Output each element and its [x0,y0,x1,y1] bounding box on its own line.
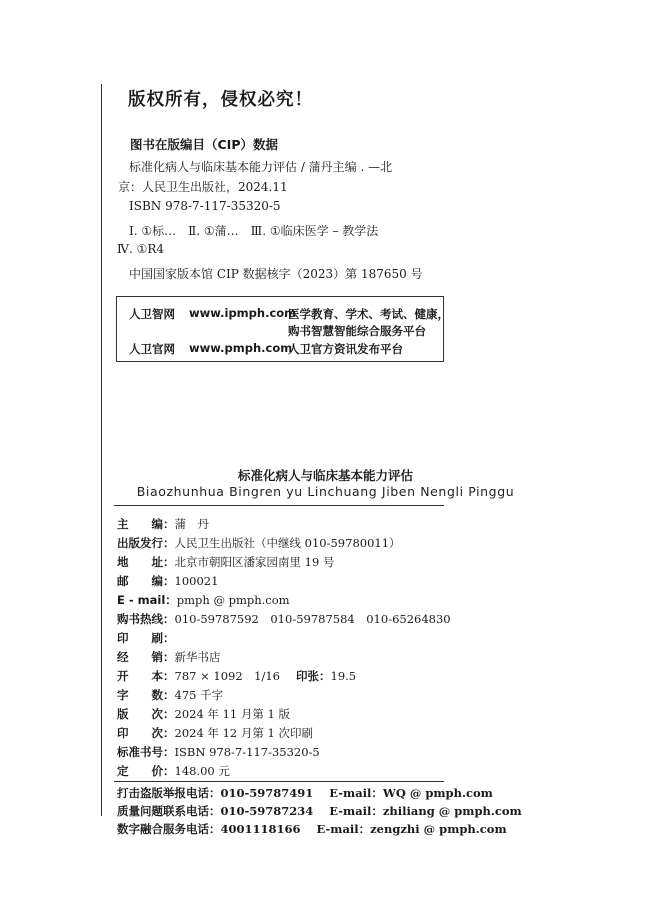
quality-email[interactable]: E-mail：zhiliang @ pmph.com [329,804,522,818]
copyright-notice: 版权所有，侵权必究！ [128,90,313,110]
piracy-email[interactable]: E-mail：WQ @ pmph.com [329,786,493,800]
isbn-row [117,744,320,760]
divider-bottom [114,781,444,782]
postcode-label: 邮 编： [117,574,175,588]
address-label: 地 址： [117,555,175,569]
words-value: 475 千字 [174,688,224,702]
printing-value: 2024 年 12 月第 1 次印刷 [174,726,313,740]
email-label: E - mail： [117,593,177,607]
site-1-name: 人卫智网 [129,307,175,321]
site-1-desc-a: 医学教育、学术、考试、健康， [288,307,449,321]
cip-line-2: 京：人民卫生出版社，2024.11 [118,180,288,194]
format-value: 787 × 1092 1/16 [174,669,280,683]
cip-classification-1: Ⅰ. ①标… Ⅱ. ①蒲… Ⅲ. ①临床医学 – 教学法 [129,224,379,238]
margin-rule [101,84,102,816]
digital-email[interactable]: E-mail：zengzhi @ pmph.com [316,822,507,836]
cip-isbn: ISBN 978-7-117-35320-5 [129,199,281,213]
cip-line-1: 标准化病人与临床基本能力评估 / 蒲丹主编 . —北 [129,160,393,174]
printer-row [117,630,175,646]
hotline-row [117,611,451,627]
cip-classification-2: Ⅳ. ①R4 [117,242,165,256]
site-2-name: 人卫官网 [129,342,175,356]
postcode-value: 100021 [174,574,219,588]
price-value: 148.00 元 [174,764,230,778]
email-value[interactable]: pmph @ pmph.com [176,593,290,607]
website-info-box [116,296,449,362]
digital-phone: 4001118166 [220,822,301,836]
cip-title: 图书在版编目（CIP）数据 [130,137,278,152]
editor-row [117,516,209,532]
piracy-phone: 010-59787491 [220,786,314,800]
publisher-label: 出版发行： [117,536,175,550]
printer-label: 印 刷： [117,631,175,645]
address-value: 北京市朝阳区潘家园南里 19 号 [174,555,335,569]
address-row [117,554,334,570]
cip-record-number: 中国国家版本馆 CIP 数据核字（2023）第 187650 号 [129,267,423,281]
words-row [117,687,223,703]
digital-label: 数字融合服务电话： [117,822,221,836]
quality-row [117,803,522,819]
sheets-label: 印张： [296,669,331,683]
price-label: 定 价： [117,764,175,778]
price-row [117,763,230,779]
edition-value: 2024 年 11 月第 1 版 [174,707,290,721]
site-1-desc-b: 购书智慧智能综合服务平台 [288,324,426,338]
digital-row [117,821,507,837]
editor-label: 主 编： [117,517,175,531]
publisher-value: 人民卫生出版社（中继线 010-59780011） [174,536,401,550]
quality-phone: 010-59787234 [220,804,314,818]
sheets-value: 19.5 [330,669,357,683]
book-title: 标准化病人与临床基本能力评估 [237,468,413,483]
isbn-label: 标准书号： [117,745,175,759]
printing-row [117,725,313,741]
edition-row [117,706,290,722]
book-title-pinyin: Biaozhunhua Bingren yu Linchuang Jiben Nengli Pinggu [136,484,515,499]
site-2-url[interactable]: www.pmph.com [189,341,293,355]
divider-top [114,505,444,506]
hotline-label: 购书热线： [117,612,175,626]
piracy-row [117,785,493,801]
words-label: 字 数： [117,688,175,702]
publisher-row [117,535,401,551]
postcode-row [117,573,218,589]
email-row [117,592,290,608]
distributor-value: 新华书店 [174,650,221,664]
format-label: 开 本： [117,669,175,683]
printing-label: 印 次： [117,726,175,740]
site-2-desc: 人卫官方资讯发布平台 [288,342,403,356]
hotline-value: 010-59787592 010-59787584 010-65264830 [174,612,451,626]
distributor-label: 经 销： [117,650,175,664]
site-1-url[interactable]: www.ipmph.com [189,306,297,320]
piracy-label: 打击盗版举报电话： [117,786,221,800]
edition-label: 版 次： [117,707,175,721]
format-row [117,668,356,684]
editor-value: 蒲 丹 [174,517,209,531]
distributor-row [117,649,221,665]
isbn-value: ISBN 978-7-117-35320-5 [174,745,320,759]
quality-label: 质量问题联系电话： [117,804,221,818]
